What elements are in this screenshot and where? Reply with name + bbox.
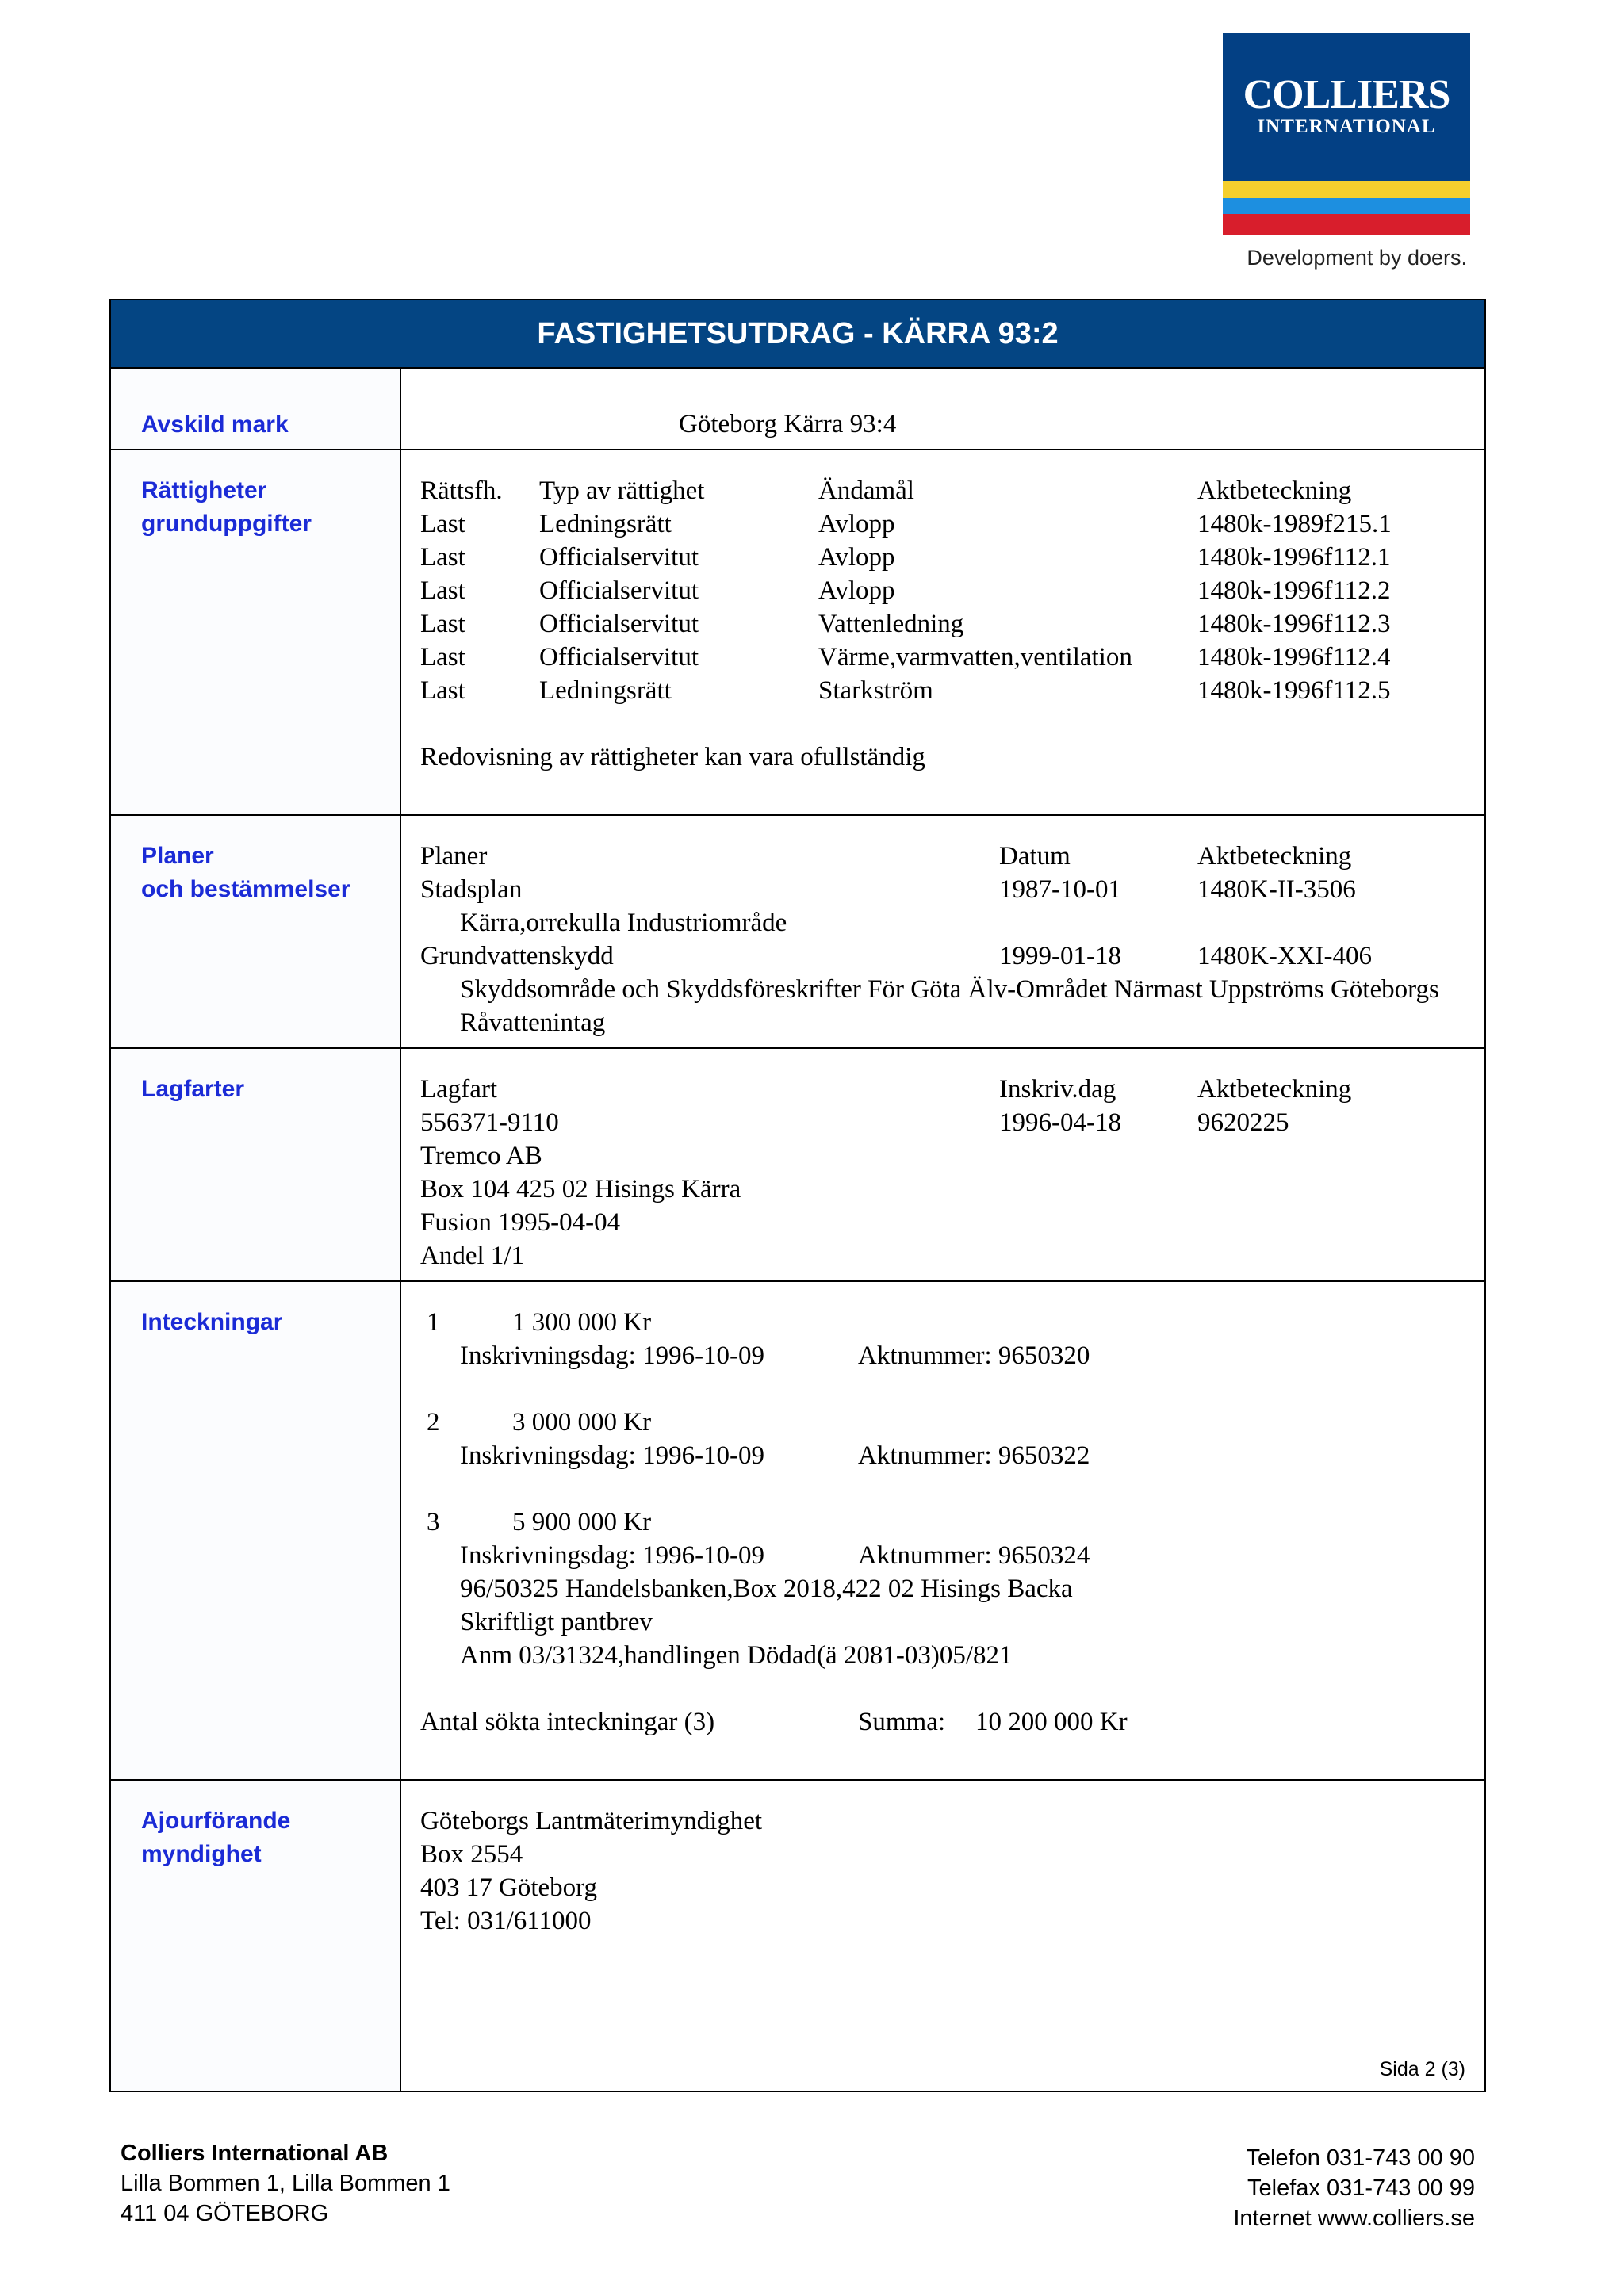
divider — [111, 1280, 1484, 1282]
inteckning-1-nr: 1 — [427, 1308, 440, 1337]
header-rattsfh: Rättsfh. — [420, 476, 503, 505]
header-aktbeteckning: Aktbeteckning — [1197, 476, 1352, 505]
divider — [111, 814, 1484, 816]
footer-address-1: Lilla Bommen 1, Lilla Bommen 1 — [121, 2171, 450, 2196]
row-5-andamal: Värme,varmvatten,ventilation — [818, 643, 1132, 672]
lagfart-line: Box 104 425 02 Hisings Kärra — [420, 1175, 741, 1203]
lagfart-line: Fusion 1995-04-04 — [420, 1208, 621, 1237]
logo-text-international: INTERNATIONAL — [1257, 116, 1436, 137]
row-2-andamal: Avlopp — [818, 543, 895, 572]
header-datum: Datum — [999, 842, 1071, 871]
footer-fax: Telefax 031-743 00 99 — [1247, 2175, 1475, 2201]
lagfart-date: 1996-04-18 — [999, 1108, 1121, 1137]
inteckning-3-note: Anm 03/31324,handlingen Dödad(ä 2081-03)05/821 — [460, 1641, 1013, 1670]
plan-1-akt: 1480K-II-3506 — [1197, 875, 1356, 904]
inteckning-3-holder: 96/50325 Handelsbanken,Box 2018,422 02 Hisings Backa — [460, 1575, 1073, 1603]
page-number: Sida 2 (3) — [1379, 2058, 1465, 2080]
inteckning-3-date: Inskrivningsdag: 1996-10-09 — [460, 1541, 765, 1570]
inteckning-1-akt: Aktnummer: 9650320 — [858, 1341, 1090, 1370]
label-avskild-mark: Avskild mark — [141, 411, 289, 438]
logo-stripe-yellow — [1223, 181, 1470, 198]
logo-box — [1223, 33, 1470, 181]
divider — [111, 449, 1484, 450]
authority-line: Göteborgs Lantmäterimyndighet — [420, 1807, 763, 1835]
inteckning-2-nr: 2 — [427, 1408, 440, 1437]
footer-address-2: 411 04 GÖTEBORG — [121, 2201, 329, 2226]
inteckning-2-date: Inskrivningsdag: 1996-10-09 — [460, 1441, 765, 1470]
row-4-andamal: Vattenledning — [818, 610, 964, 638]
avskild-value: Göteborg Kärra 93:4 — [679, 410, 897, 438]
row-6-andamal: Starkström — [818, 676, 933, 705]
inteckningar-sum-value: 10 200 000 Kr — [975, 1708, 1128, 1736]
plan-2-akt: 1480K-XXI-406 — [1197, 942, 1372, 970]
footer-web: Internet www.colliers.se — [1233, 2206, 1475, 2231]
row-3-andamal: Avlopp — [818, 576, 895, 605]
label-myndighet: myndighet — [141, 1841, 262, 1867]
inteckning-2-akt: Aktnummer: 9650322 — [858, 1441, 1090, 1470]
row-4-typ: Officialservitut — [539, 610, 699, 638]
footer-phone: Telefon 031-743 00 90 — [1246, 2145, 1475, 2171]
row-1-typ: Ledningsrätt — [539, 510, 672, 538]
row-6-akt: 1480k-1996f112.5 — [1197, 676, 1391, 705]
label-och-bestammelser: och bestämmelser — [141, 876, 350, 902]
row-5-typ: Officialservitut — [539, 643, 699, 672]
inteckning-3-akt: Aktnummer: 9650324 — [858, 1541, 1090, 1570]
label-planer: Planer — [141, 843, 214, 869]
row-2-typ: Officialservitut — [539, 543, 699, 572]
header-lagfart-akt: Aktbeteckning — [1197, 1075, 1352, 1104]
plan-2-desc-2: Råvattenintag — [460, 1008, 606, 1037]
row-3-rattsfh: Last — [420, 576, 465, 605]
label-rattigheter: Rättigheter — [141, 477, 267, 503]
row-4-akt: 1480k-1996f112.3 — [1197, 610, 1391, 638]
divider — [111, 1779, 1484, 1781]
inteckning-1-amount: 1 300 000 Kr — [512, 1308, 652, 1337]
row-4-rattsfh: Last — [420, 610, 465, 638]
inteckning-2-amount: 3 000 000 Kr — [512, 1408, 652, 1437]
authority-line: 403 17 Göteborg — [420, 1873, 598, 1902]
row-5-akt: 1480k-1996f112.4 — [1197, 643, 1391, 672]
row-1-rattsfh: Last — [420, 510, 465, 538]
divider — [111, 1047, 1484, 1049]
plan-2-name: Grundvattenskydd — [420, 942, 614, 970]
plan-1-date: 1987-10-01 — [999, 875, 1121, 904]
inteckning-3-nr: 3 — [427, 1508, 440, 1536]
inteckning-3-amount: 5 900 000 Kr — [512, 1508, 652, 1536]
logo-stripe-blue — [1223, 198, 1470, 214]
header-plan-akt: Aktbeteckning — [1197, 842, 1352, 871]
row-1-andamal: Avlopp — [818, 510, 895, 538]
footer-contact-block — [1233, 2143, 1475, 2233]
rattigheter-note: Redovisning av rättigheter kan vara ofullständig — [420, 743, 925, 771]
label-lagfarter: Lagfarter — [141, 1076, 245, 1102]
logo-text-colliers: COLLIERS — [1243, 72, 1450, 117]
property-extract-table — [109, 299, 1486, 2092]
row-6-rattsfh: Last — [420, 676, 465, 705]
lagfart-line: Andel 1/1 — [420, 1242, 525, 1270]
lagfart-orgnr: 556371-9110 — [420, 1108, 559, 1137]
row-3-typ: Officialservitut — [539, 576, 699, 605]
plan-1-name: Stadsplan — [420, 875, 523, 904]
header-planer: Planer — [420, 842, 488, 871]
plan-1-desc: Kärra,orrekulla Industriområde — [460, 909, 787, 937]
logo-stripe-red — [1223, 214, 1470, 235]
lagfart-akt: 9620225 — [1197, 1108, 1289, 1137]
header-andamal: Ändamål — [818, 476, 914, 505]
row-3-akt: 1480k-1996f112.2 — [1197, 576, 1391, 605]
row-6-typ: Ledningsrätt — [539, 676, 672, 705]
inteckningar-sum-label: Summa: — [858, 1708, 946, 1736]
footer-company: Colliers International AB — [121, 2141, 389, 2166]
inteckningar-count: Antal sökta inteckningar (3) — [420, 1708, 715, 1736]
authority-line: Tel: 031/611000 — [420, 1907, 592, 1935]
inteckning-1-date: Inskrivningsdag: 1996-10-09 — [460, 1341, 765, 1370]
footer-company-block — [121, 2138, 450, 2229]
label-inteckningar: Inteckningar — [141, 1309, 283, 1335]
row-5-rattsfh: Last — [420, 643, 465, 672]
colliers-logo — [1223, 33, 1470, 235]
authority-line: Box 2554 — [420, 1840, 523, 1869]
label-grunduppgifter: grunduppgifter — [141, 511, 312, 537]
lagfart-line: Tremco AB — [420, 1142, 542, 1170]
header-lagfart: Lagfart — [420, 1075, 498, 1104]
row-2-rattsfh: Last — [420, 543, 465, 572]
header-typ: Typ av rättighet — [539, 476, 705, 505]
label-ajourforande: Ajourförande — [141, 1808, 291, 1834]
logo-tagline: Development by doers. — [1247, 246, 1467, 270]
row-2-akt: 1480k-1996f112.1 — [1197, 543, 1391, 572]
header-inskriv-dag: Inskriv.dag — [999, 1075, 1116, 1104]
row-1-akt: 1480k-1989f215.1 — [1197, 510, 1392, 538]
document-title: FASTIGHETSUTDRAG - KÄRRA 93:2 — [111, 300, 1484, 369]
inteckning-3-type: Skriftligt pantbrev — [460, 1608, 653, 1636]
plan-2-desc-1: Skyddsområde och Skyddsföreskrifter För Göta Älv-Området Närmast Uppströms Göteborgs — [460, 975, 1439, 1004]
plan-2-date: 1999-01-18 — [999, 942, 1121, 970]
